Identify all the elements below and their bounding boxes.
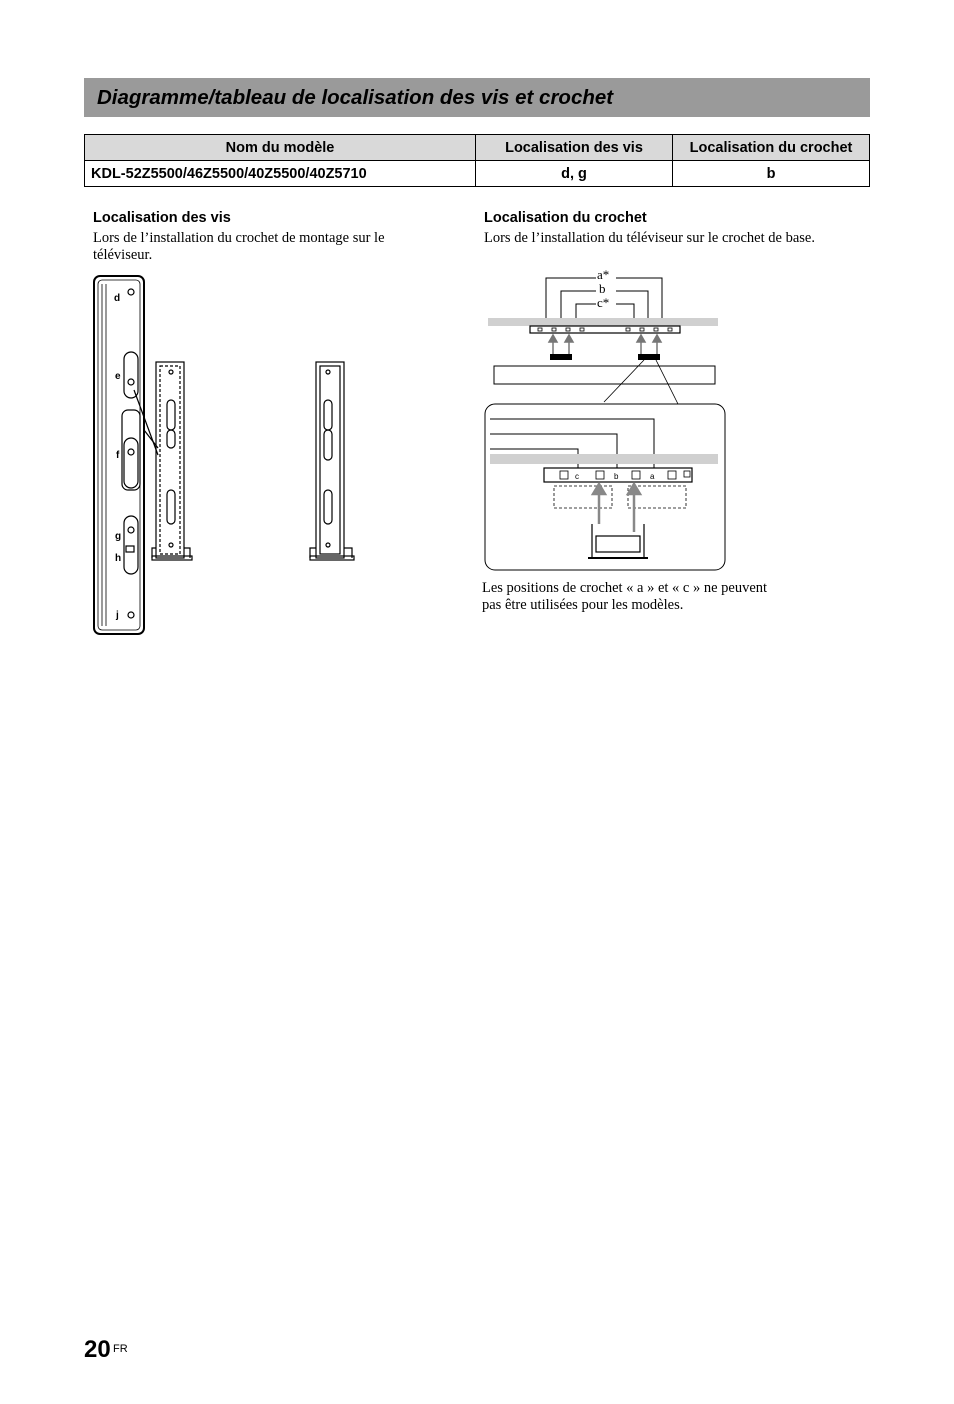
- detail-label-c: c: [575, 472, 579, 481]
- detail-label-b: b: [614, 472, 619, 481]
- label-j: j: [116, 610, 119, 621]
- section-title: Diagramme/tableau de localisation des vis et crochet: [97, 85, 614, 109]
- table-header-row: [85, 135, 870, 161]
- header-screw-location: Localisation des vis: [476, 135, 673, 161]
- table-row: [85, 161, 870, 187]
- label-f: f: [116, 450, 120, 461]
- screw-location-diagram: [88, 270, 368, 642]
- hook-section-text: Lors de l’installation du téléviseur sur le crochet de base.: [484, 230, 815, 246]
- cell-screw-location: d, g: [476, 161, 673, 187]
- hook-note: Les positions de crochet « a » et « c » ne peuvent pas être utilisées pour les modèles.: [482, 580, 768, 613]
- callout-c: c*: [597, 295, 610, 310]
- page-language: FR: [113, 1343, 128, 1355]
- header-model: Nom du modèle: [85, 135, 476, 161]
- callout-a: a*: [597, 267, 610, 282]
- label-e: e: [115, 371, 121, 382]
- page-number: 20: [84, 1336, 111, 1363]
- section-title-bar: [84, 78, 870, 117]
- callout-b: b: [599, 281, 606, 296]
- hook-location-diagram: [484, 262, 728, 574]
- screw-section-text: Lors de l’installation du crochet de montage sur le téléviseur.: [93, 230, 385, 263]
- label-g: g: [115, 531, 122, 542]
- detail-label-a: a: [650, 472, 655, 481]
- cell-model: KDL-52Z5500/46Z5500/40Z5500/40Z5710: [85, 161, 476, 187]
- model-table: [84, 134, 870, 187]
- cell-hook-location: b: [673, 161, 870, 187]
- hook-section-title: Localisation du crochet: [484, 210, 647, 226]
- screw-section-title: Localisation des vis: [93, 210, 231, 226]
- header-hook-location: Localisation du crochet: [673, 135, 870, 161]
- label-h: h: [115, 553, 122, 564]
- label-d: d: [114, 293, 121, 304]
